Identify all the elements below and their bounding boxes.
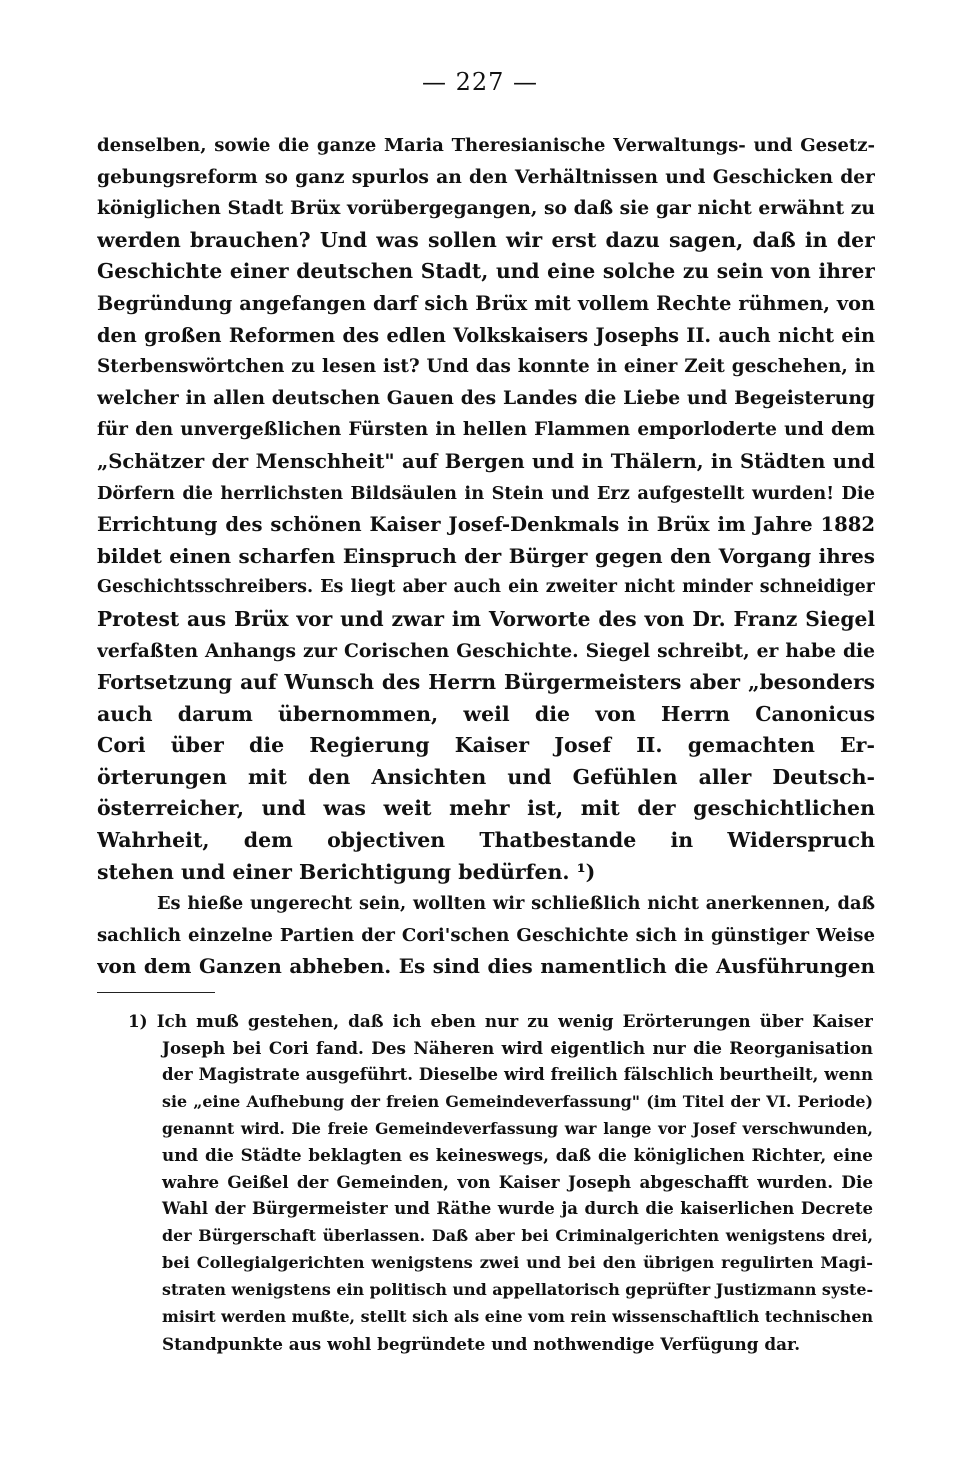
body-line: verfaßten Anhangs zur Corischen Geschichte. Siegel schreibt, er habe die xyxy=(97,639,875,662)
footnote xyxy=(128,1008,873,1358)
body-line: welcher in allen deutschen Gauen des Landes die Liebe und Begeisterung xyxy=(97,386,875,409)
footnote-line: bei Collegialgerichten wenigstens zwei und bei den übrigen regulirten Magi- xyxy=(162,1253,873,1273)
body-text xyxy=(97,130,875,983)
footnote-line: Wahl der Bürgermeister und Räthe wurde ja durch die kaiserlichen Decrete xyxy=(162,1199,873,1219)
footnote-separator xyxy=(97,992,215,993)
body-line: Es hieße ungerecht sein, wollten wir schließlich nicht anerkennen, daß xyxy=(157,893,875,915)
body-line: werden brauchen? Und was sollen wir erst dazu sagen, daß in der xyxy=(97,227,875,252)
body-line: denselben, sowie die ganze Maria Theresianische Verwaltungs- und Gesetz- xyxy=(97,135,875,156)
body-line: Geschichtsschreibers. Es liegt aber auch ein zweiter nicht minder schneidiger xyxy=(97,577,875,598)
body-line: gebungsreform so ganz spurlos an den Verhältnissen und Geschicken der xyxy=(97,165,875,188)
body-line: Cori über die Regierung Kaiser Josef II. gemachten Er- xyxy=(97,733,875,758)
body-line: Sterbenswörtchen zu lesen ist? Und das konnte in einer Zeit geschehen, in xyxy=(97,356,875,378)
body-line: örterungen mit den Ansichten und Gefühlen aller Deutsch- xyxy=(97,764,875,789)
body-line: für den unvergeßlichen Fürsten in hellen Flammen emporloderte und dem xyxy=(97,419,875,441)
body-line: stehen und einer Berichtigung bedürfen. ¹) xyxy=(97,859,596,884)
body-line: Protest aus Brüx vor und zwar im Vorworte des von Dr. Franz Siegel xyxy=(97,606,875,631)
body-line: Errichtung des schönen Kaiser Josef-Denkmals in Brüx im Jahre 1882 xyxy=(97,513,875,537)
footnote-line: straten wenigstens ein politisch und appellatorisch geprüfter Justizmann syste- xyxy=(162,1279,873,1299)
body-line: auch darum übernommen, weil die von Herrn Canonicus xyxy=(97,701,875,726)
body-line: Geschichte einer deutschen Stadt, und eine solche zu sein von ihrer xyxy=(97,259,875,284)
footnote-line: Standpunkte aus wohl begründete und nothwendige Verfügung dar. xyxy=(162,1333,801,1354)
footnote-line: der Magistrate ausgeführt. Dieselbe wird freilich fälschlich beurtheilt, wenn xyxy=(162,1064,873,1084)
page-number: — 227 — xyxy=(421,68,539,96)
body-line: Wahrheit, dem objectiven Thatbestande in Widerspruch xyxy=(97,828,875,853)
body-line: „Schätzer der Menschheit" auf Bergen und in Thälern, in Städten und xyxy=(97,449,875,473)
footnote-line: misirt werden mußte, stellt sich als eine vom rein wissenschaftlich technischen xyxy=(162,1306,873,1326)
footnote-line: genannt wird. Die freie Gemeindeverfassung war lange vor Josef verschwunden, xyxy=(162,1118,873,1138)
footnote-line: wahre Geißel der Gemeinden, von Kaiser Joseph abgeschafft wurden. Die xyxy=(162,1172,873,1193)
footnote-line: 1) Ich muß gestehen, daß ich eben nur zu wenig Erörterungen über Kaiser xyxy=(128,1011,873,1031)
body-line: Begründung angefangen darf sich Brüx mit vollem Rechte rühmen, von xyxy=(97,291,875,315)
body-line: sachlich einzelne Partien der Cori'schen Geschichte sich in günstiger Weise xyxy=(97,924,875,946)
body-line: österreicher, und was weit mehr ist, mit der geschichtlichen xyxy=(97,796,875,821)
body-line: Fortsetzung auf Wunsch des Herrn Bürgermeisters aber „besonders xyxy=(97,670,875,695)
body-line: den großen Reformen des edlen Volkskaisers Josephs II. auch nicht ein xyxy=(97,323,875,347)
footnote-line: und die Städte beklagten es keineswegs, daß die königlichen Richter, eine xyxy=(162,1145,873,1166)
footnote-line: sie „eine Aufhebung der freien Gemeindeverfassung" (im Titel der VI. Periode) xyxy=(162,1091,873,1111)
body-line: königlichen Stadt Brüx vorübergegangen, so daß sie gar nicht erwähnt zu xyxy=(97,197,875,220)
footnote-line: der Bürgerschaft überlassen. Daß aber bei Criminalgerichten wenigstens drei, xyxy=(162,1226,873,1246)
body-line: von dem Ganzen abheben. Es sind dies namentlich die Ausführungen xyxy=(97,954,875,979)
body-line: Dörfern die herrlichsten Bildsäulen in Stein und Erz aufgestellt wurden! Die xyxy=(97,482,875,504)
footnote-line: Joseph bei Cori fand. Des Näheren wird eigentlich nur die Reorganisation xyxy=(162,1037,873,1058)
body-line: bildet einen scharfen Einspruch der Bürger gegen den Vorgang ihres xyxy=(97,543,875,568)
